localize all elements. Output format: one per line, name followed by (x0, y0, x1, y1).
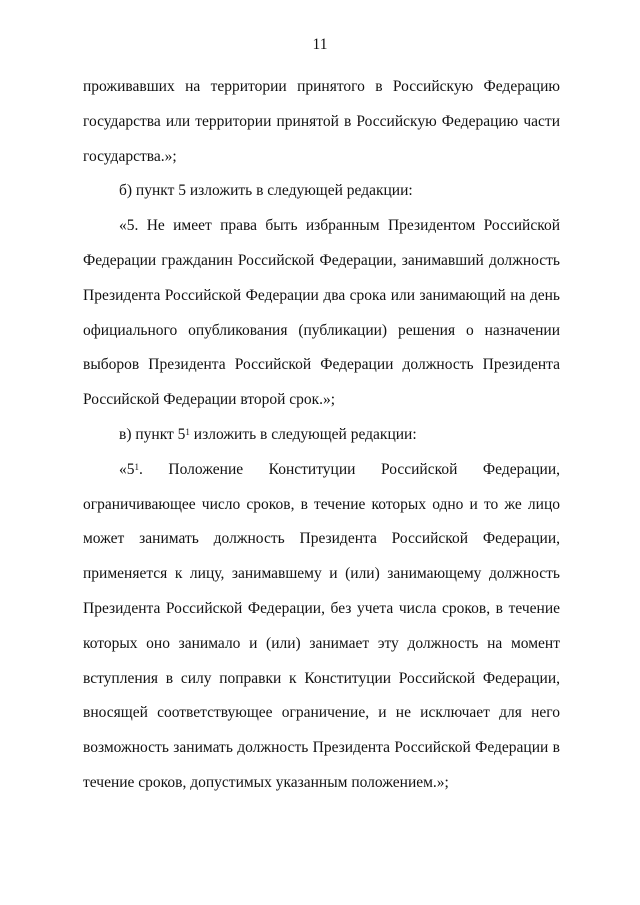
paragraph-point-5-1-text (83, 453, 560, 801)
paragraph-item-b: б) пункт 5 изложить в следующей редакции: (119, 182, 413, 200)
point-5-1-text-after: . Положение Конституции Российской Федерации, ограничивающее число сроков, в течение которых одно и то же лицо может занимать должность Президента Российской Федерации, применяется к лицу, занимавшему и (или) занимающему должность Президента Российской Федерации, без учета числа сроков, в течение которых оно занимало и (или) занимает эту должность на момент вступления в силу поправки к Конституции Российской Федерации, вносящей соответствующее ограничение, и не исключает для него возможность занимать должность Президента Российской Федерации в течение сроков, допустимых указанным положением.»; (83, 460, 560, 791)
document-body (83, 70, 560, 801)
item-v-text-before: в) пункт 5 (119, 425, 186, 443)
item-v-text-after: изложить в следующей редакции: (189, 425, 417, 443)
paragraph-continuation: проживавших на территории принятого в Российскую Федерацию государства или территории принятой в Российскую Федерацию части государства.»; (83, 78, 560, 165)
point-5-1-text-before: «5 (119, 460, 135, 478)
paragraph-item-v (83, 418, 560, 453)
item-v-superscript: 1 (185, 426, 190, 437)
paragraph-point-5-text: «5. Не имеет права быть избранным Президентом Российской Федерации гражданин Российской Федерации, занимавший должность Президента Российской Федерации два срока или занимающий на день официального опубликования (публикации) решения о назначении выборов Президента Российской Федерации должность Президента Российской Федерации второй срок.»; (83, 217, 560, 409)
page-number: 11 (312, 36, 328, 53)
point-5-1-superscript: 1 (134, 461, 139, 472)
